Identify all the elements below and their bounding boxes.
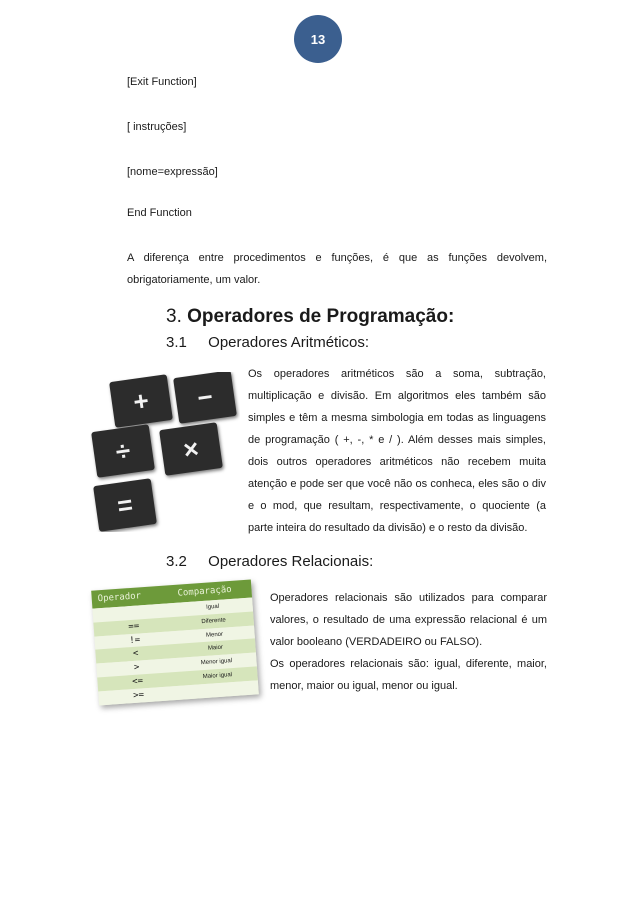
section-3-1-heading (166, 334, 369, 351)
minus-key-icon: − (173, 372, 237, 424)
page-number-badge: 13 (294, 15, 342, 63)
header-comparacao: Comparação (177, 584, 233, 599)
operator-cell: < (132, 648, 139, 660)
operator-cell: > (133, 662, 140, 674)
section-3-2-heading (166, 553, 373, 570)
section-3-heading (166, 306, 454, 328)
plus-key-icon: + (109, 374, 173, 428)
operator-cell: == (128, 621, 140, 632)
code-line-nome-expressao: [nome=expressão] (127, 166, 218, 178)
section-3-1-number: 3.1 (166, 334, 187, 351)
divide-key-icon: ÷ (91, 424, 155, 478)
relational-operators-table-image (91, 580, 259, 706)
section-3-title: Operadores de Programação: (187, 306, 455, 327)
comparison-cell: Maior (207, 645, 224, 653)
arithmetic-keys-image (90, 372, 240, 532)
equals-key-icon: = (93, 478, 157, 532)
comparison-cell: Igual (205, 603, 220, 611)
section-3-2-title: Operadores Relacionais: (208, 553, 374, 570)
intro-paragraph: A diferença entre procedimentos e funções, é que as funções devolvem, obrigatoriamente, um valor. (127, 252, 547, 286)
section-3-2-paragraph-2: Os operadores relacionais são: igual, diferente, maior, menor, maior ou igual, menor ou igual. (270, 658, 547, 692)
operator-cell: != (128, 635, 141, 646)
operator-cell: <= (131, 676, 144, 688)
comparison-cell: Diferente (201, 617, 226, 625)
section-3-number: 3. (166, 306, 182, 327)
header-operador: Operador (97, 591, 142, 605)
comparison-cell: Menor igual (200, 658, 233, 667)
code-line-end-function: End Function (127, 207, 192, 219)
operator-cell: >= (132, 690, 145, 701)
multiply-key-icon: × (159, 422, 223, 476)
section-3-2-number: 3.2 (166, 553, 187, 570)
section-3-1-title: Operadores Aritméticos: (208, 334, 370, 351)
code-line-instrucoes: [ instruções] (127, 121, 187, 133)
comparison-cell: Menor (205, 631, 224, 639)
section-3-1-paragraph: Os operadores aritméticos são a soma, subtração, multiplicação e divisão. Em algoritmos eles também são simples e têm a mesma simbologia em todas as linguagens de programação ( +, -, * e / ). Além desses mais simples, dois outros operadores aritméticos não recebem muita atenção e pode ser que você não os conheca, eles são o div e o mod, que resultam, respectivamente, o quociente (a parte inteira do resultado da divisão) e o resto da divisão. (248, 368, 546, 534)
section-3-2-paragraph-1: Operadores relacionais são utilizados para comparar valores, o resultado de uma expressão relacional é um valor booleano (VERDADEIRO ou FALSO). (270, 592, 547, 648)
comparison-cell: Maior igual (202, 672, 233, 681)
code-line-exit-function: [Exit Function] (127, 76, 197, 88)
